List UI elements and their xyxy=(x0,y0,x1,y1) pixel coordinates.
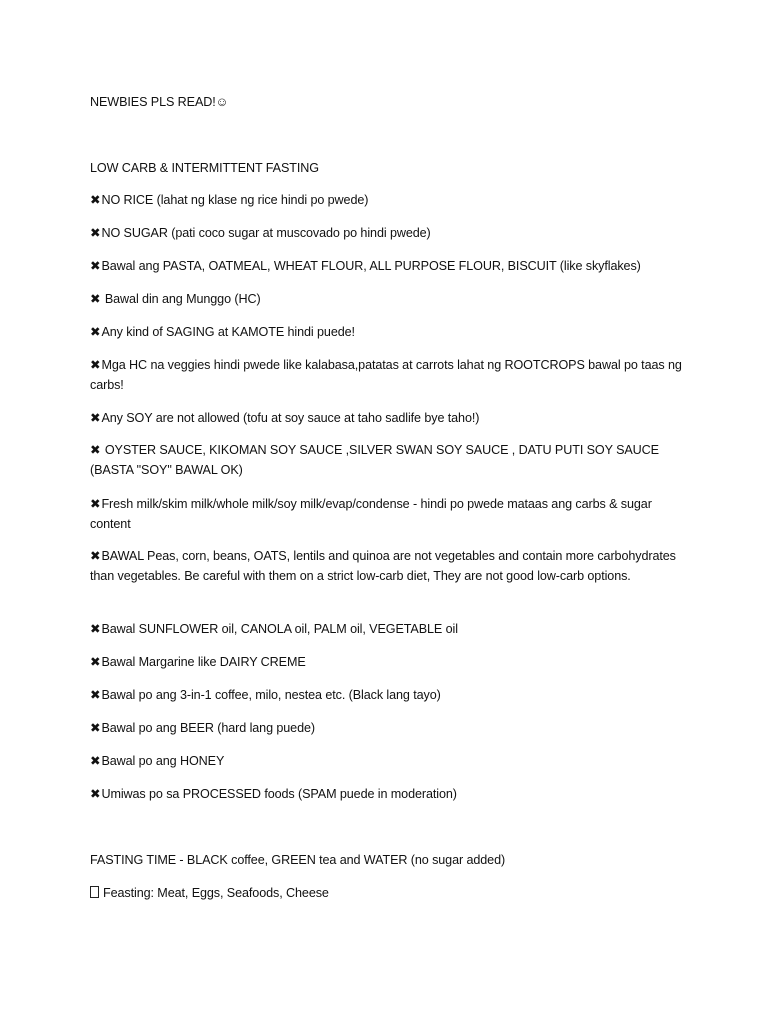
list-item xyxy=(90,619,690,639)
cross-mark-icon: ✖ xyxy=(90,754,101,768)
cross-mark-icon: ✖ xyxy=(90,292,101,306)
list-item-text: NO SUGAR (pati coco sugar at muscovado po hindi pwede) xyxy=(101,226,431,240)
cross-mark-icon: ✖ xyxy=(90,411,101,425)
cross-mark-icon: ✖ xyxy=(90,622,101,636)
list-item-text: Bawal po ang BEER (hard lang puede) xyxy=(101,721,315,735)
list-item-text: Bawal Margarine like DAIRY CREME xyxy=(101,655,306,669)
list-item-text: BAWAL Peas, corn, beans, OATS, lentils and quinoa are not vegetables and contain more carbohydrates than vegetables. Be careful with them on a strict low-carb diet, They are not good low-carb options. xyxy=(90,549,676,583)
list-item-text: Any SOY are not allowed (tofu at soy sauce at taho sadlife bye taho!) xyxy=(101,411,480,425)
list-item xyxy=(90,355,690,395)
list-item xyxy=(90,652,690,672)
list-item xyxy=(90,223,690,243)
list-item-text: Mga HC na veggies hindi pwede like kalabasa,patatas at carrots lahat ng ROOTCROPS bawal po taas ng carbs! xyxy=(90,358,682,392)
list-item xyxy=(90,751,690,771)
list-item-text: OYSTER SAUCE, KIKOMAN SOY SAUCE ,SILVER SWAN SOY SAUCE , DATU PUTI SOY SAUCE (BASTA "SOY" BAWAL OK) xyxy=(90,443,659,477)
cross-mark-icon: ✖ xyxy=(90,497,101,511)
feasting-text: Feasting: Meat, Eggs, Seafoods, Cheese xyxy=(103,886,329,900)
cross-mark-icon: ✖ xyxy=(90,193,101,207)
cross-mark-icon: ✖ xyxy=(90,443,101,457)
list-item-text: NO RICE (lahat ng klase ng rice hindi po pwede) xyxy=(101,193,369,207)
cross-mark-icon: ✖ xyxy=(90,325,101,339)
list-item xyxy=(90,322,690,342)
list-item xyxy=(90,546,690,586)
list-item xyxy=(90,718,690,738)
list-item xyxy=(90,289,690,309)
list-item xyxy=(90,256,690,276)
cross-mark-icon: ✖ xyxy=(90,655,101,669)
list-item-text: Bawal po ang HONEY xyxy=(101,754,225,768)
list-item-text: Bawal po ang 3-in-1 coffee, milo, nestea etc. (Black lang tayo) xyxy=(101,688,441,702)
cross-mark-icon: ✖ xyxy=(90,226,101,240)
cross-mark-icon: ✖ xyxy=(90,688,101,702)
cross-mark-icon: ✖ xyxy=(90,549,101,563)
section-heading: LOW CARB & INTERMITTENT FASTING xyxy=(90,161,319,175)
list-item xyxy=(90,408,690,428)
list-item-text: Bawal din ang Munggo (HC) xyxy=(101,292,261,306)
list-item-text: Fresh milk/skim milk/whole milk/soy milk/evap/condense - hindi po pwede mataas ang carbs & sugar content xyxy=(90,497,652,531)
document-title: NEWBIES PLS READ!☺ xyxy=(90,95,229,109)
list-item xyxy=(90,494,690,534)
cross-mark-icon: ✖ xyxy=(90,721,101,735)
list-item xyxy=(90,440,690,480)
cross-mark-icon: ✖ xyxy=(90,259,101,273)
list-item xyxy=(90,784,690,804)
list-item-text: Bawal ang PASTA, OATMEAL, WHEAT FLOUR, ALL PURPOSE FLOUR, BISCUIT (like skyflakes) xyxy=(101,259,641,273)
list-item-text: Any kind of SAGING at KAMOTE hindi puede! xyxy=(101,325,355,339)
list-item xyxy=(90,685,690,705)
feasting-line xyxy=(90,883,690,903)
cross-mark-icon: ✖ xyxy=(90,358,101,372)
list-item-text: Umiwas po sa PROCESSED foods (SPAM puede in moderation) xyxy=(101,787,457,801)
list-item-text: Bawal SUNFLOWER oil, CANOLA oil, PALM oil, VEGETABLE oil xyxy=(101,622,458,636)
fasting-time-line: FASTING TIME - BLACK coffee, GREEN tea and WATER (no sugar added) xyxy=(90,853,506,867)
list-item xyxy=(90,190,690,210)
missing-glyph-icon xyxy=(90,886,99,898)
cross-mark-icon: ✖ xyxy=(90,787,101,801)
